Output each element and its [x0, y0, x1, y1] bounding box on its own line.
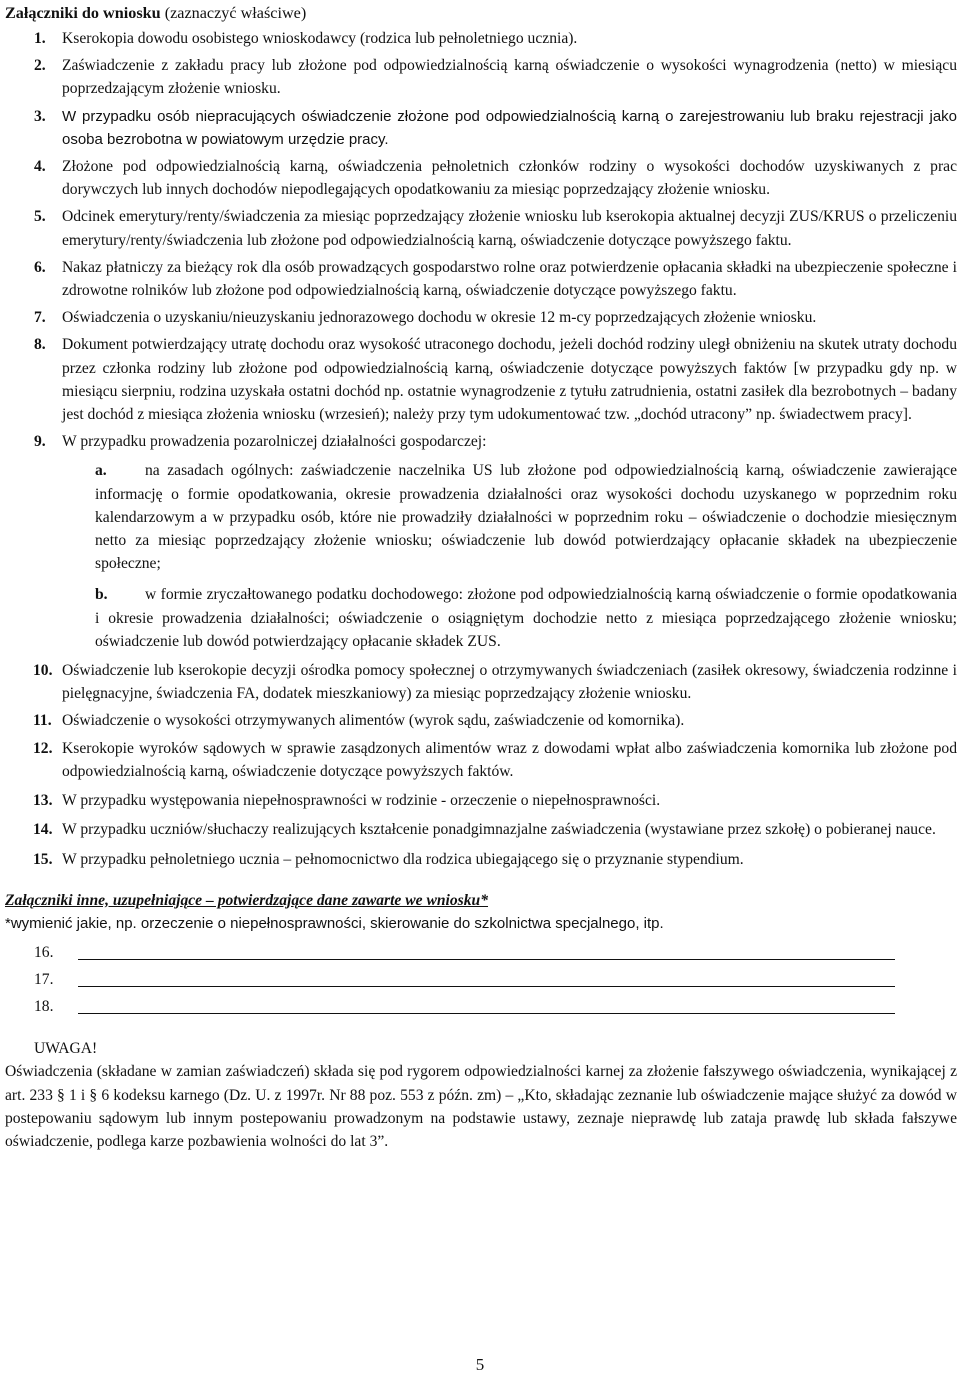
item-number: 11. [33, 712, 52, 730]
list-item [5, 256, 957, 302]
list-item [5, 659, 957, 705]
list-item [5, 54, 957, 100]
sub-list-item [5, 459, 957, 575]
list-item [5, 709, 957, 732]
item-text: Oświadczenie o wysokości otrzymywanych alimentów (wyrok sądu, zaświadczenie od komornika). [62, 712, 685, 730]
item-text: W przypadku prowadzenia pozarolniczej działalności gospodarczej: [62, 433, 487, 451]
item-number: 1. [34, 30, 46, 47]
attachments-heading-title: Załączniki do wniosku [5, 4, 161, 22]
item-text: Dokument potwierdzający utratę dochodu oraz wysokość utraconego dochodu, jeżeli dochód rodziny uległ obniżeniu na skutek utraty dochodu przez członka rodziny lub złożone pod odpowiedzialnością karną, oświadczenie dotyczące powyższych faktów [w przypadku gdy np. w miesiącu sierpniu, rodzina uzyskała ostatni dochód np. ostatnie wynagrodzenie z tytułu zatrudnienia, ostatni zasiłek dla bezrobotnych – badany jest dochód z miesiąca złożenia wniosku (wrzesień); należy przy tym udokumentować tzw. „dochód utracony” np. świadectwem pracy]. [62, 336, 957, 424]
fill-in-underline[interactable] [78, 986, 895, 987]
sub-list-item [5, 583, 957, 653]
item-number: 8. [34, 336, 46, 354]
list-item [5, 306, 957, 329]
fill-in-underline[interactable] [78, 1013, 895, 1014]
list-item [5, 737, 957, 783]
document-page [5, 2, 957, 1153]
list-item [5, 430, 957, 453]
list-item [5, 789, 957, 812]
item-text: Oświadczenie lub kserokopie decyzji ośrodka pomocy społecznej o otrzymywanych świadczeniach (zasiłek okresowy, świadczenia rodzinne i pielęgnacyjne, świadczenia FA, dodatek mieszkaniowy) za miesiąc poprzedzający złożenie wniosku. [62, 662, 957, 703]
item-number: 9. [34, 433, 46, 451]
list-item [5, 848, 957, 871]
item-text: W przypadku uczniów/słuchaczy realizujących kształcenie ponadgimnazjalne zaświadczenia (wystawiane przez szkołę) o pobieranej nauce. [62, 821, 936, 839]
item-text: Zaświadczenie z zakładu pracy lub złożone pod odpowiedzialnością karną oświadczenie o wysokości wynagrodzenia (netto) w miesiącu poprzedzającym złożenie wniosku. [62, 57, 957, 98]
fill-in-underline[interactable] [78, 959, 895, 960]
page-number: 5 [475, 1355, 485, 1374]
sub-item-letter: a. [95, 462, 107, 480]
fill-in-line[interactable] [5, 993, 957, 1020]
item-number: 12. [33, 739, 53, 757]
sub-item-letter: b. [95, 586, 108, 604]
item-text: W przypadku osób niepracujących oświadczenie złożone pod odpowiedzialnością karną o zarejestrowaniu lub braku rejestracji jako osoba bezrobotna w powiatowym urzędzie pracy. [62, 107, 957, 148]
attachments-heading-subtitle: (zaznaczyć właściwe) [164, 4, 307, 22]
other-attachments-heading-text: Załączniki inne, uzupełniające – potwierdzające dane zawarte we wniosku* [5, 891, 489, 909]
item-text: Oświadczenia o uzyskaniu/nieuzyskaniu jednorazowego dochodu w okresie 12 m-cy poprzedzających złożenie wniosku. [62, 309, 817, 327]
item-number: 13. [33, 792, 53, 810]
fill-in-number: 18. [34, 998, 54, 1016]
item-number: 15. [33, 850, 53, 868]
warning-text: Oświadczenia (składane w zamian zaświadczeń) składa się pod rygorem odpowiedzialności karnej za złożenie fałszywego oświadczenia, wynikającej z art. 233 § 1 i § 6 kodeksu karnego (Dz. U. z 1997r. Nr 88 poz. 553 z późn. zm) – „Kto, składając zeznanie lub oświadczenie mające służyć za dowód w postepowaniu sądowym lub innym postepowaniu prowadzonym na podstawie ustawy, zeznaje nieprawdę lub zataja prawdę lub składa fałszywe oświadczenie, podlega karze pozbawienia wolności do lat 3”. [5, 1063, 957, 1150]
item-number: 4. [34, 158, 46, 176]
item-text: Nakaz płatniczy za bieżący rok dla osób prowadzących gospodarstwo rolne oraz potwierdzenie opłacania składki na ubezpieczenie społeczne i zdrowotne rolników lub złożone pod odpowiedzialnością karną, oświadczenie dotyczące powyższego faktu. [62, 258, 957, 300]
warning-title: UWAGA! [34, 1040, 98, 1058]
item-number: 14. [33, 821, 53, 839]
item-text: Złożone pod odpowiedzialnością karną, oświadczenia pełnoletnich członków rodziny o wysokości dochodów uzyskiwanych z prac dorywczych lub innych dochodów niepodlegających opodatkowaniu za miesiąc poprzedzający złożenie wniosku. [62, 158, 957, 199]
list-item [5, 818, 957, 841]
item-number: 7. [34, 309, 46, 327]
fill-in-number: 17. [34, 971, 54, 989]
item-number: 2. [34, 57, 46, 75]
item-text: W przypadku występowania niepełnosprawności w rodzinie - orzeczenie o niepełnosprawności. [62, 792, 661, 810]
list-item [5, 27, 957, 50]
item-text: Odcinek emerytury/renty/świadczenia za miesiąc poprzedzający złożenie wniosku lub kserokopia aktualnej decyzji ZUS/KRUS o przeliczeniu emerytury/renty/świadczenia lub złożone pod odpowiedzialnością karną, oświadczenie dotyczące powyższego faktu. [62, 208, 957, 249]
other-attachments-heading [5, 889, 957, 912]
item-text: W przypadku pełnoletniego ucznia – pełnomocnictwo dla rodzica ubiegającego się o przyznanie stypendium. [62, 850, 744, 868]
other-attachments-note: *wymienić jakie, np. orzeczenie o niepełnosprawności, skierowanie do szkolnictwa specjalnego, itp. [5, 914, 664, 932]
fill-in-line[interactable] [5, 939, 957, 966]
item-number: 5. [34, 208, 46, 226]
list-item [5, 205, 957, 251]
fill-in-line[interactable] [5, 966, 957, 993]
list-item [5, 155, 957, 201]
attachments-heading [5, 2, 957, 27]
list-item [5, 105, 957, 151]
item-number: 6. [34, 258, 46, 276]
item-text: Kserokopie wyroków sądowych w sprawie zasądzonych alimentów wraz z dowodami wpłat albo zaświadczenia komornika lub złożone pod odpowiedzialnością karną, oświadczenie dotyczące powyższych faktów. [62, 739, 957, 780]
fill-in-number: 16. [34, 944, 54, 962]
item-text: Kserokopia dowodu osobistego wnioskodawcy (rodzica lub pełnoletniego ucznia). [62, 30, 578, 47]
sub-item-text: w formie zryczałtowanego podatku dochodowego: złożone pod odpowiedzialnością karną oświadczenie o formie opodatkowania i okresie prowadzenia działalności; oświadczenie o osiągniętym dochodzie netto z miesiąca poprzedzającego złożenie wniosku; oświadczenie lub dowód potwierdzający opłacanie składek ZUS. [95, 586, 957, 650]
sub-item-text: na zasadach ogólnych: zaświadczenie naczelnika US lub złożone pod odpowiedzialnością karną, oświadczenie zawierające informację o formie opodatkowania, okresie prowadzenia działalności oraz wysokości dochodu uzyskanego w poprzednim roku kalendarzowym a w przypadku osób, które nie prowadziły działalności w poprzednim roku – oświadczenie o dochodzie miesięcznym netto za miesiąc poprzedzający złożenie wniosku; oświadczenie lub dowód potwierdzający opłacanie składek na ubezpieczenie społeczne; [95, 462, 957, 573]
list-item [5, 333, 957, 426]
item-number: 10. [33, 662, 53, 680]
item-number: 3. [34, 107, 46, 125]
